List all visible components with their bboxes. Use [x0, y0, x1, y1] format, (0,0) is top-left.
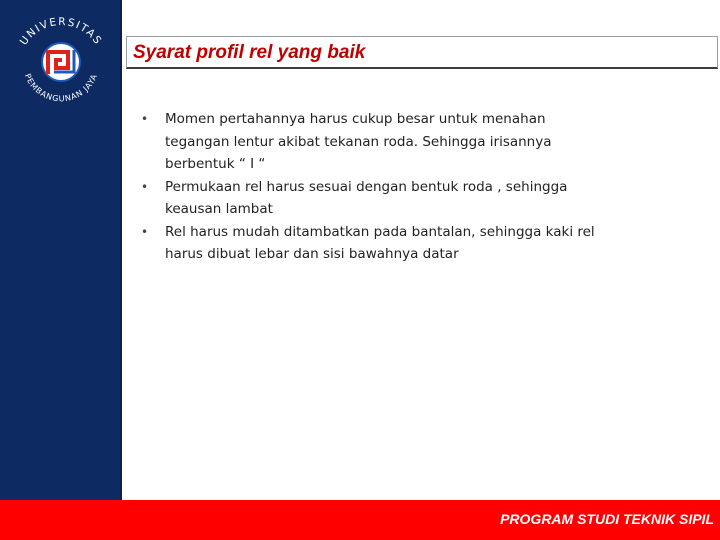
bullet-text: Permukaan rel harus sesuai dengan bentuk roda , sehingga keausan lambat	[165, 178, 568, 217]
footer-program-label: PROGRAM STUDI TEKNIK SIPIL	[500, 511, 714, 527]
bullet-text: Momen pertahannya harus cukup besar untuk menahan tegangan lentur akibat tekanan roda. Sehingga irisannya berbentuk “ I “	[165, 111, 552, 172]
university-emblem-icon	[42, 43, 80, 81]
slide-title: Syarat profil rel yang baik	[133, 42, 366, 63]
bullet-marker: •	[141, 179, 149, 194]
bullet-item	[141, 108, 611, 176]
bullet-marker: •	[141, 224, 149, 239]
bullet-marker: •	[141, 112, 149, 126]
bullet-list	[141, 108, 611, 266]
bullet-item	[141, 221, 611, 266]
footer-bar	[0, 500, 720, 540]
university-logo	[6, 4, 116, 114]
slide-title-box	[126, 36, 718, 69]
sidebar	[0, 0, 122, 500]
logo-arc-text-top: UNIVERSITAS	[17, 15, 105, 48]
bullet-text: Rel harus mudah ditambatkan pada bantalan, sehingga kaki rel harus dibuat lebar dan sisi bawahnya datar	[165, 223, 595, 262]
bullet-item	[141, 176, 611, 221]
logo-arc-text-bottom: PEMBANGUNAN JAYA	[22, 72, 100, 104]
